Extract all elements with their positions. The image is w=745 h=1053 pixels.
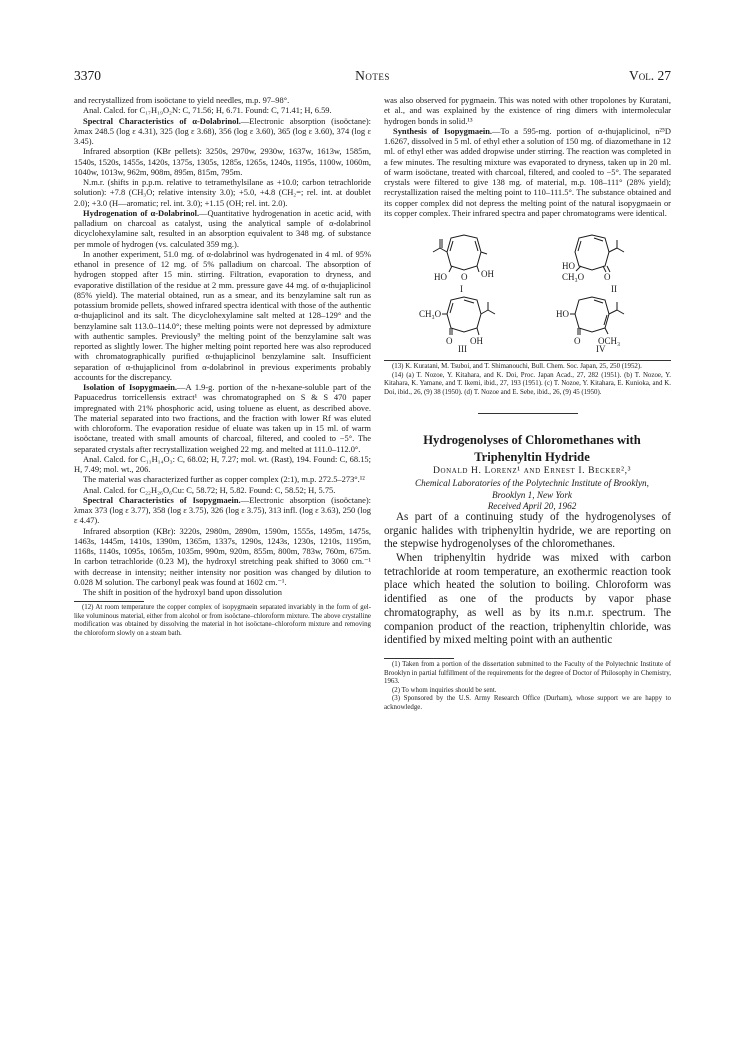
volume-label: Vol. 27: [629, 68, 671, 83]
paragraph: The material was characterized further as copper complex (2:1), m.p. 272.5–273°.¹²: [83, 474, 365, 485]
label-o: O: [574, 336, 581, 346]
paragraph: was also observed for pygmaein. This was noted with other tropolones by Kuratani, et al., and was explained by the existence of ring dimers with intermolecular hydrogen bonds in solid.¹³: [384, 95, 671, 126]
footnote-1: (1) Taken from a portion of the dissertation submitted to the Faculty of the Polytechnic Institute of Brooklyn in partial fulfillment of the requirements for the degree of Doctor of Philosophy in Chemistry, 1963.: [384, 660, 671, 686]
article-title: Hydrogenolyses of Chloromethanes with: [423, 433, 641, 448]
footnote-3: (3) Sponsored by the U.S. Army Research Office (Durham), whose support we are happy to acknowledge.: [384, 695, 671, 711]
footnotes-top: [384, 363, 671, 397]
paragraph: and recrystallized from isoöctane to yield needles, m.p. 97–98°.: [74, 95, 290, 105]
section-title: Notes: [355, 68, 390, 83]
label-oh: OH: [470, 336, 483, 346]
affiliation-line2: Brooklyn 1, New York: [492, 489, 572, 500]
paragraph: [74, 208, 371, 249]
numeral-ii: II: [611, 284, 617, 294]
label-och3: OCH₃: [598, 336, 621, 346]
analysis-paragraph: Anal. Calcd. for C₁₇H₁₉O₂N: C, 71.56; H, 6.71. Found: C, 71.41; H, 6.59.: [83, 105, 332, 116]
label-o: O: [604, 272, 611, 282]
running-header: [74, 68, 671, 88]
paragraph: Infrared absorption (KBr pellets): 3250s, 2970w, 2930w, 1637w, 1613w, 1585m, 1540s, 1520s, 1455s, 1420s, 1375s, 1305s, 1285s, 1265s, 1240s, 1195s, 1100w, 1060m, 1040w, 1013w, 962m, 908m, 895m, 815m, 795m.: [74, 146, 371, 177]
paragraph: In another experiment, 51.0 mg. of α-dolabrinol was hydrogenated in 4 ml. of 95% ethanol in presence of 12 mg. of 5% palladium on charcoal. The absorption of hydrogen stopped after 15 min. stirring. Filtration, evaporation to dryness, and evaporative distillation of the residue at 2 mm. pressure gave 44 mg. of α-thujaplicinol (85% yield). The material obtained, run as a smear, and its benzylamine salt run as potassium bromide pellets, showed infrared spectra identical with those of the authentic α-thujaplicinol and its salt. The dicyclohexylamine salt melted at 128–129° and the benzylamine salt 113.0–114.0°; these melting points were not depressed by admixture with authentic samples. Previously⁹ the melting point of the benzylamine salt was reported as slightly lower. The higher melting point reported here was also reproduced with chromatographically purified α-thujaplicinol benzylamine salt. Insufficient separation of α-thujaplicinol from α-dolabrinol in previous experiments probably accounts for the discrepancy.: [74, 248, 371, 382]
paragraph: [74, 382, 371, 454]
label-ho: HO: [434, 272, 447, 282]
footnote-2: (2) To whom inquiries should be sent.: [392, 686, 497, 694]
paragraph-text: —To a 595-mg. portion of α-thujaplicinol, n²⁵D 1.6267, dissolved in 5 ml. of ethyl ether a solution of 150 mg. of diazomethane in 12 ml. of ethyl ether was added dropwise under stirring. The reaction was completed in a few minutes. The resulting mixture was evaporated to dryness, taken up in 20 ml. of warm isoöctane, treated with charcoal, filtered, and cooled to −5°. The separated crystals were filtered to give 138 mg. of material, m.p. 108–111° (28% yield); recrystallization raised the melting point to 110–111.5°. The substance obtained and its copper complex did not depress the melting point of the natural isopygmaein or its copper complex. Their infrared spectra and paper chromatograms were identical.: [384, 125, 671, 218]
run-in-heading: Hydrogenation of α-Dolabrinol.: [83, 207, 200, 218]
paragraph: [74, 116, 371, 147]
footnotes: [74, 604, 371, 638]
run-in-heading: Isolation of Isopygmaein.: [83, 382, 177, 392]
structure-iv: [570, 297, 624, 335]
paragraph: Infrared absorption (KBr): 3220s, 2980m, 2890m, 1590m, 1555s, 1495m, 1475s, 1463s, 1445m, 1410s, 1390m, 1365m, 1337s, 1290s, 1243s, 1230s, 1210s, 1195m, 1168s, 1140s, 1095s, 1065m, 1035m, 990m, 920m, 855m, 800m, 783w, 760m, 675m. In carbon tetrachloride (0.23 M), the hydroxyl stretching peak shifted to 3060 cm.⁻¹ with decrease in intensity; neither intensity nor position was changed by dilution to 0.028 M solution. The carbonyl peak was found at 1602 cm.⁻¹.: [74, 525, 371, 587]
numeral-iii: III: [458, 344, 467, 352]
numeral-iv: IV: [596, 344, 606, 352]
paragraph-text: —Quantitative hydrogenation in acetic acid, with palladium on charcoal as catalyst, using the analytical sample of α-dolabrinol dicyclohexylamine salt, resulted in an absorption equivalent to 348 mg. of substance per mmole of hydrogen (vs. calculated 359 mg.).: [74, 207, 371, 249]
article-separator: [478, 413, 578, 414]
footnote-rule: [384, 360, 671, 361]
label-o: O: [461, 272, 468, 282]
received-date: Received April 20, 1962: [487, 500, 577, 511]
numeral-i: I: [460, 284, 463, 294]
structure-i: [433, 235, 487, 272]
structures-figure: [384, 224, 671, 352]
analysis-paragraph: Anal. Calcd. for C₁₁H₁₄O₃: C, 68.02; H, 7.27; mol. wt. (Rast), 194. Found: C, 68.15; H, 7.49; mol. wt., 206.: [74, 453, 371, 474]
left-column: [74, 95, 371, 639]
footnote-12: (12) At room temperature the copper complex of isopygmaein separated invariably in the form of gel-like voluminous material, either from alcohol or from isoöctane–chloroform mixture. The above crystalline modification was obtained by dissolving the material in hot isoöctane–chloroform mixture and removing the chloroform slowly on a steam bath.: [74, 604, 371, 638]
paragraph: As part of a continuing study of the hydrogenolyses of organic halides with triphenyltin hydride, we are reporting on the stepwise hydrogenolyses of the chloromethanes.: [384, 510, 671, 551]
paragraph: N.m.r. (shifts in p.p.m. relative to tetramethylsilane as +10.0; carbon tetrachloride solution): +7.8 (CH₃O; relative intensity 3.0); +5.0, +4.8 (CH₂=; rel. int. at doublet 2.0); +3.0 (H—aromatic; rel. int. 3.0); +1.15 (OH; rel. int. 2.0).: [74, 177, 371, 208]
label-ch3o: CH₃O: [419, 309, 442, 319]
run-in-heading: Synthesis of Isopygmaein.: [393, 125, 493, 136]
paragraph: [384, 126, 671, 218]
article-authors: Donald H. Lorenz¹ and Ernest I. Becker²,³: [432, 465, 632, 477]
structure-iii: [442, 297, 495, 335]
chemical-structures: [384, 224, 671, 352]
paragraph: When triphenyltin hydride was mixed with carbon tetrachloride at room temperature, an exothermic reaction took place which heated the solution to boiling. Chloroform was identified as one of the products by vapor phase chromatography, as well as by its n.m.r. spectrum. The companion product of the reaction, triphenyltin chloride, was identified by mixed melting point with an authentic: [384, 551, 671, 647]
affiliation-line1: Chemical Laboratories of the Polytechnic Institute of Brooklyn,: [415, 477, 649, 488]
footnote-rule: [384, 658, 454, 659]
article-title-line2: Triphenyltin Hydride: [474, 450, 590, 465]
label-oh: OH: [481, 269, 494, 279]
paragraph-text: —Electronic absorption (isoöctane): λmax 373 (log ε 3.77), 358 (log ε 3.75), 326 (log ε 3.75), 313 infl. (log ε 3.63), 250 (log ε 4.47).: [74, 494, 371, 526]
footnote-rule: [74, 601, 144, 602]
paragraph: The shift in position of the hydroxyl band upon dissolution: [83, 587, 282, 597]
run-in-heading: Spectral Characteristics of Isopygmaein.: [83, 494, 241, 505]
article-body: [384, 511, 671, 648]
footnote-13: (13) K. Kuratani, M. Tsuboi, and T. Shimanouchi, Bull. Chem. Soc. Japan, 25, 250 (1952).: [392, 363, 642, 370]
footnotes-bottom: [384, 661, 671, 713]
right-column: [384, 95, 671, 712]
analysis-paragraph: Anal. Calcd. for C₂₂H₂₆O₆Cu: C, 58.72; H, 5.82. Found: C, 58.52; H, 5.75.: [83, 484, 336, 495]
label-ho: HO: [556, 309, 569, 319]
paragraph-text: —A 1.9-g. portion of the n-hexane-soluble part of the Papuacedrus torricellensis extract¹ was chromatographed on S & S 470 paper impregnated with 21% phosphoric acid, using toluene as eluent, as described above. The material separated into two fractions, and the fraction with lower Rf was eluted with chloroform. The evaporation residue of eluate was taken up in 15 ml. of warm isoöctane, treated with small amounts of charcoal, filtered, and cooled to −5°. The separated crystals after recrystallization weighed 22 mg. and melted at 111.0–112.0°.: [74, 382, 372, 454]
footnote-14: (14) (a) T. Nozoe, Y. Kitahara, and K. Doi, Proc. Japan Acad., 27, 282 (1951). (b) T. Nozoe, Y. Kitahara, K. Yamane, and T. Ikemi, ibid., 27, 193 (1951). (c) T. Nozoe, Y. Kitahara, E. Kunioka, and K. Doi, ibid., 26, (9) 38 (1950). (d) T. Nozoe and E. Sebe, ibid., 26, (9) 45 (1950).: [384, 371, 671, 396]
paragraph: [74, 495, 371, 526]
structure-ii: [575, 235, 624, 272]
label-ho: HO: [562, 261, 575, 271]
page-number: 3370: [74, 68, 101, 83]
run-in-heading: Spectral Characteristics of α-Dolabrinol.: [83, 115, 241, 126]
paragraph-text: —Electronic absorption (isoöctane): λmax 248.5 (log ε 4.31), 325 (log ε 3.68), 356 (log ε 3.60), 365 (log ε 3.60), 374 (log ε 3.45).: [74, 115, 372, 146]
label-ch3o: CH₃O: [562, 272, 585, 282]
label-o: O: [446, 336, 453, 346]
